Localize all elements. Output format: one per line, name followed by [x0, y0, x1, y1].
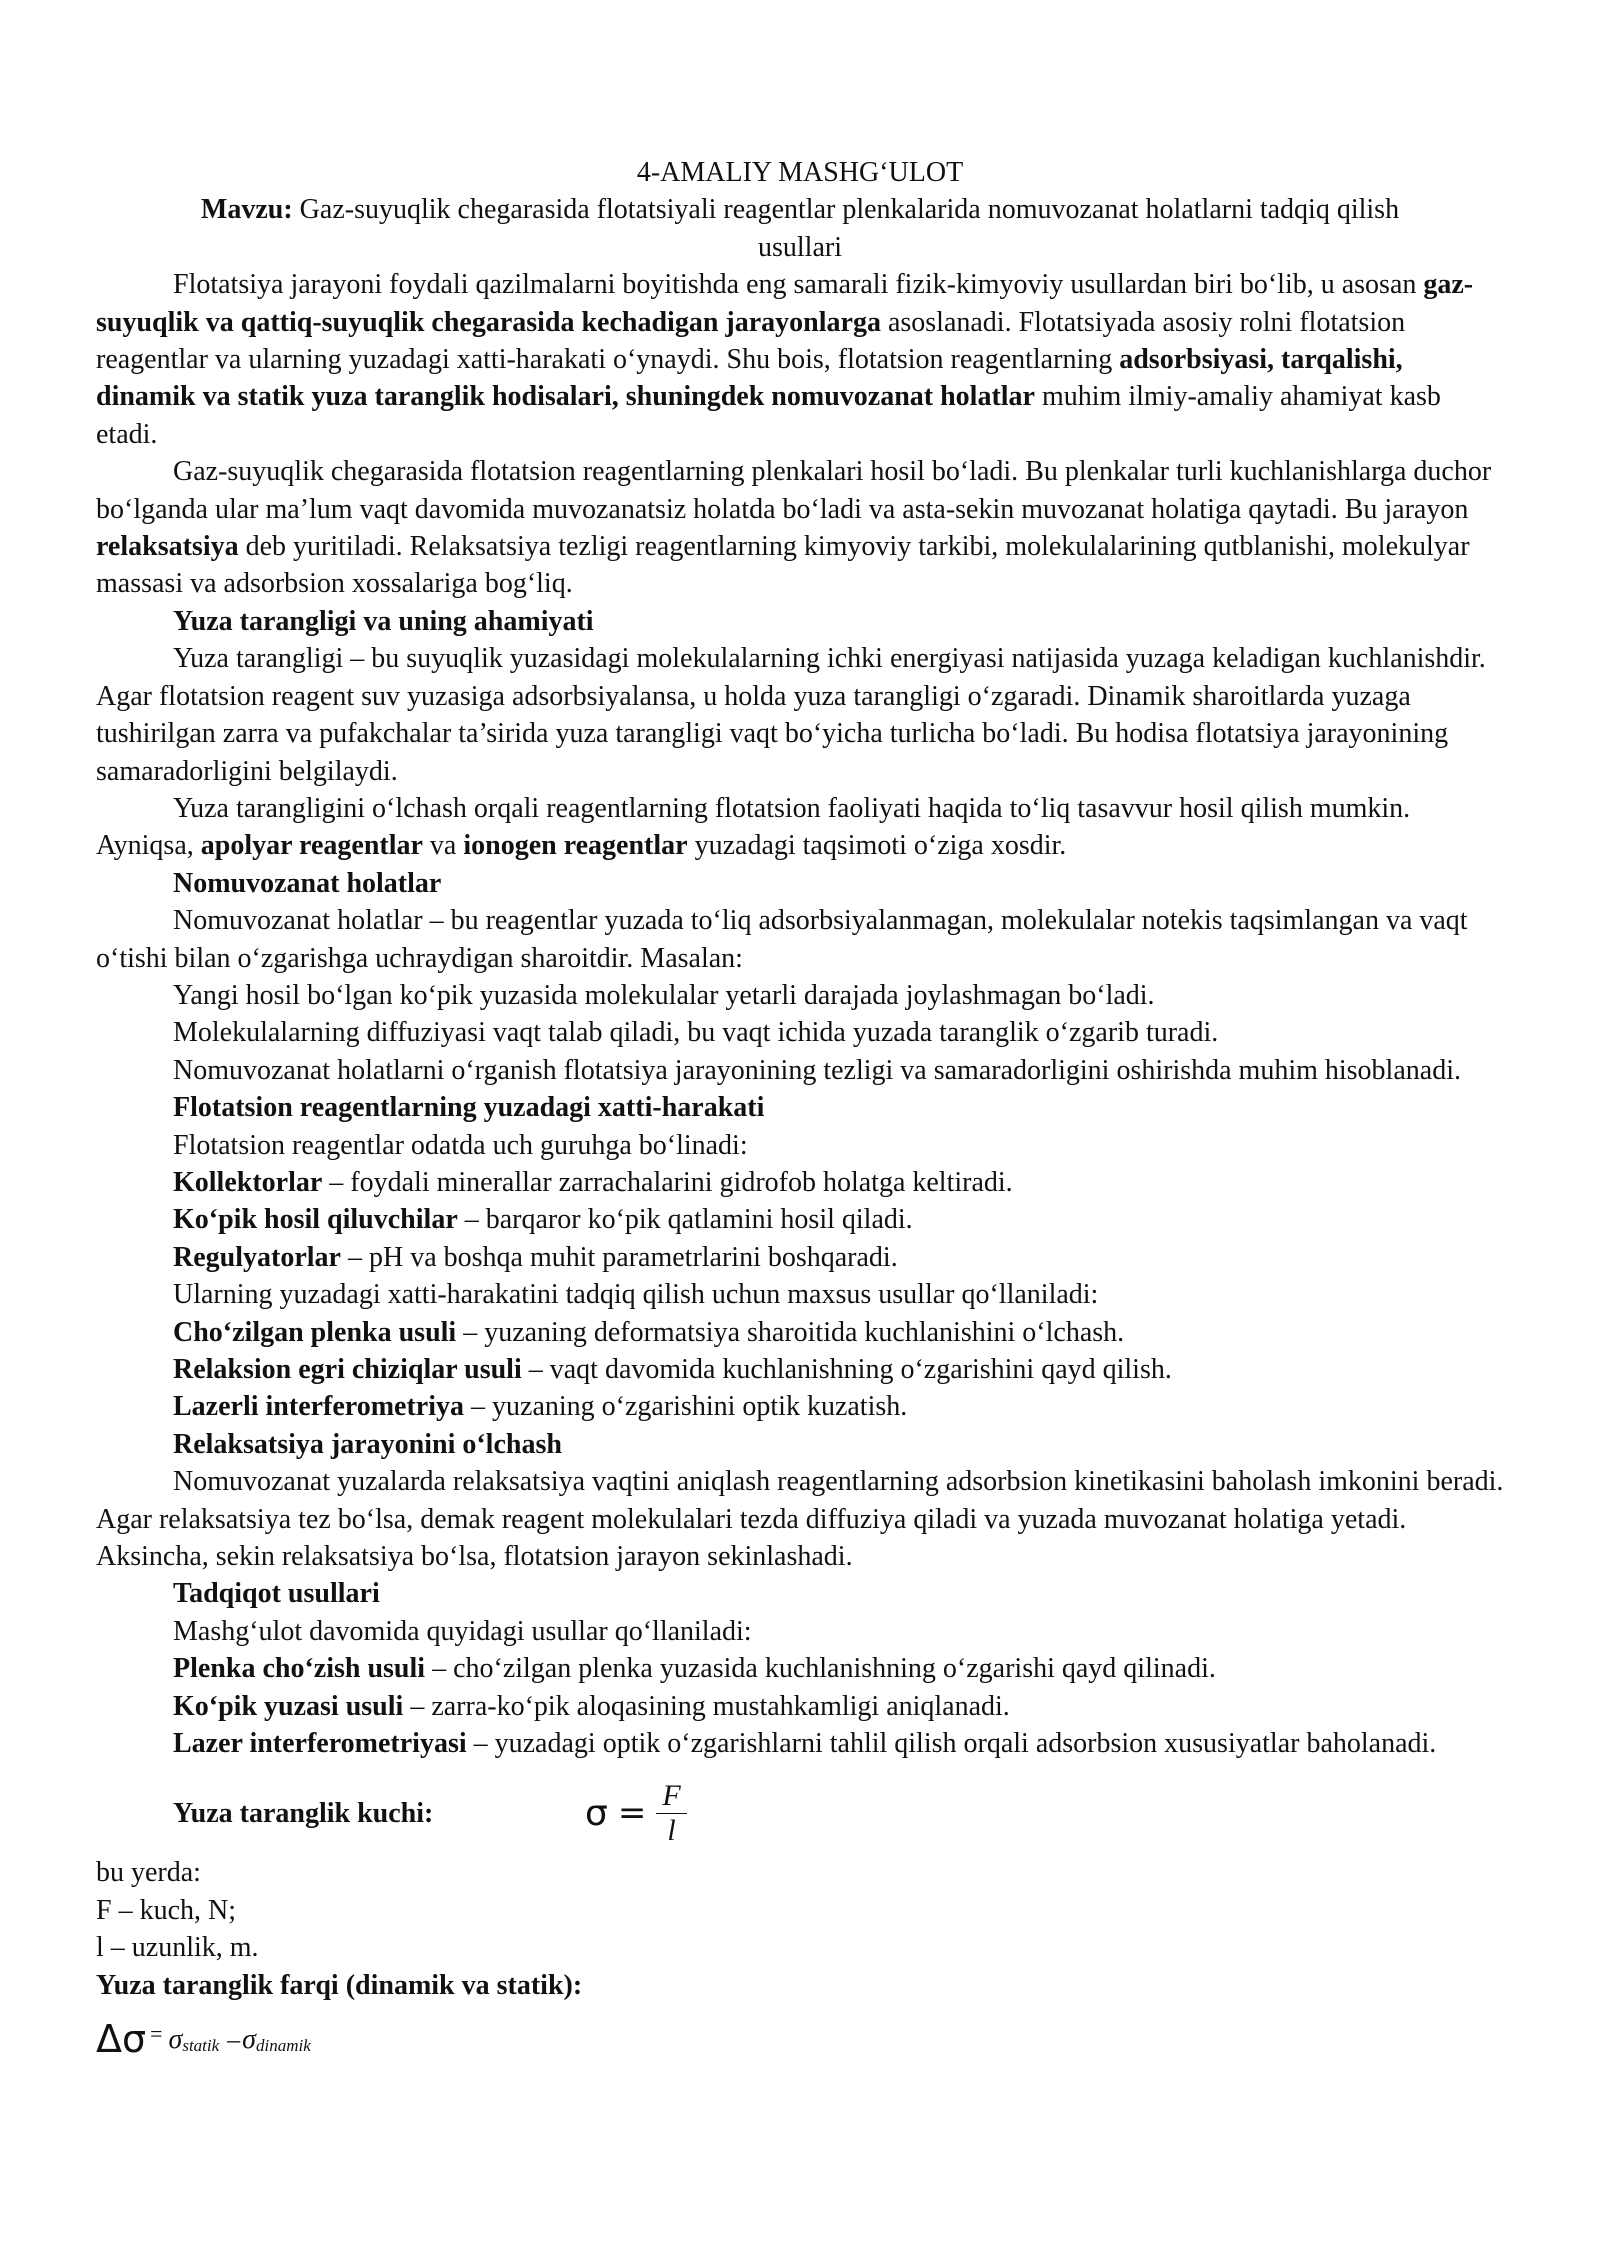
- heading-tension-difference: [96, 1967, 1504, 2004]
- heading-research-methods: [96, 1575, 1504, 1612]
- paragraph-measurement: [96, 790, 1504, 865]
- list-item: [96, 1351, 1504, 1388]
- text-run: asoslanadi. Flotatsiyada asosiy rolni flotatsion reagentlar va ularning yuzadagi xatti-harakati o‘ynaydi. Shu bois, flotatsion reagentlarning: [96, 306, 1406, 376]
- definition: – yuzadagi optik o‘zgarishlarni tahlil qilish orqali adsorbsion xususiyatlar baholanadi.: [466, 1728, 1437, 1760]
- heading-text: Tadqiqot usullari: [173, 1578, 380, 1610]
- paragraph-intro: [96, 266, 1504, 453]
- heading-text: Yuza tarangligi va uning ahamiyati: [173, 605, 594, 637]
- subject-line: [96, 191, 1504, 266]
- definition: – pH va boshqa muhit parametrlarini boshqaradi.: [340, 1241, 898, 1273]
- term: Ko‘pik yuzasi usuli: [173, 1690, 404, 1722]
- fraction-numerator: F: [656, 1779, 686, 1814]
- definition: – barqaror ko‘pik qatlamini hosil qiladi.: [457, 1204, 913, 1236]
- equals-sign: =: [150, 2020, 163, 2046]
- heading-text: Relaksatsiya jarayonini o‘lchash: [173, 1428, 562, 1460]
- sigma-symbol: σ: [585, 1792, 608, 1834]
- list-item: [96, 1388, 1504, 1425]
- where-label: bu yerda:: [96, 1857, 201, 1889]
- variable-definition: l – uzunlik, m.: [96, 1932, 259, 1964]
- sigma-symbol: σ: [168, 2023, 183, 2055]
- text-run: va: [422, 830, 464, 862]
- formula-label: Yuza taranglik kuchi:: [173, 1797, 434, 1829]
- term: Lazer interferometriyasi: [173, 1728, 467, 1760]
- definition: – yuzaning o‘zgarishini optik kuzatish.: [464, 1391, 908, 1423]
- page-title: 4-AMALIY MASHG‘ULOT: [636, 157, 964, 188]
- bold-run: ionogen reagentlar: [463, 830, 688, 862]
- fraction: [656, 1779, 686, 1848]
- list-item: [96, 1650, 1504, 1687]
- heading-text: Yuza taranglik farqi (dinamik va statik):: [96, 1969, 583, 2001]
- subject-label: Mavzu:: [200, 194, 293, 226]
- term: Kollektorlar: [173, 1166, 323, 1198]
- delta-sigma-symbol: Δσ: [96, 2016, 147, 2061]
- paragraph-groups-intro: Flotatsion reagentlar odatda uch guruhga bo‘linadi:: [173, 1129, 748, 1161]
- text-run: Yuza tarangligini o‘lchash orqali reagentlarning flotatsion faoliyati haqida to‘liq tasavvur hosil qilish mumkin. Ayniqsa,: [96, 792, 1411, 862]
- paragraph-surface-tension: Yuza tarangligi – bu suyuqlik yuzasidagi molekulalarning ichki energiyasi natijasida yuzaga keladigan kuchlanishdir. Agar flotatsion reagent suv yuzasiga adsorbsiyalansa, u holda yuza tarangligi o‘zgaradi. Dinamik sharoitlarda yuzaga tushirilgan zarra va pufakchalar ta’sirida yuza tarangligi vaqt bo‘yicha turlicha bo‘ladi. Bu hodisa flotatsiya jarayonining samaradorligini belgilaydi.: [96, 643, 1486, 787]
- equals-sign: =: [617, 1792, 647, 1833]
- term: Ko‘pik hosil qiluvchilar: [173, 1204, 458, 1236]
- heading-surface-tension: [96, 603, 1504, 640]
- text-run: deb yuritiladi. Relaksatsiya tezligi reagentlarning kimyoviy tarkibi, molekulalarining qutblanishi, molekulyar massasi va adsorbsion xossalariga bog‘liq.: [96, 531, 1470, 600]
- paragraph-example-1: Yangi hosil bo‘lgan ko‘pik yuzasida molekulalar yetarli darajada joylashmagan bo‘ladi.: [173, 979, 1155, 1011]
- list-item: [96, 1314, 1504, 1351]
- list-item: [96, 1201, 1504, 1238]
- subject-text: Gaz-suyuqlik chegarasida flotatsiyali reagentlar plenkalarida nomuvozanat holatlarni tadqiq qilish usullari: [292, 194, 1400, 263]
- paragraph-research-intro: Mashg‘ulot davomida quyidagi usullar qo‘llaniladi:: [173, 1615, 752, 1647]
- paragraph-nonequilibrium: Nomuvozanat holatlar – bu reagentlar yuzada to‘liq adsorbsiyalanmagan, molekulalar notekis taqsimlangan va vaqt o‘tishi bilan o‘zgarishga uchraydigan sharoitdir. Masalan:: [96, 905, 1468, 974]
- definition: – foydali minerallar zarrachalarini gidrofob holatga keltiradi.: [322, 1166, 1013, 1198]
- term: Regulyatorlar: [173, 1241, 341, 1273]
- heading-relaxation-measurement: [96, 1426, 1504, 1463]
- fraction-denominator: l: [667, 1813, 676, 1847]
- bold-run: apolyar reagentlar: [200, 830, 423, 862]
- heading-text: Nomuvozanat holatlar: [173, 867, 442, 899]
- minus-sign: –: [227, 2024, 241, 2054]
- definition: – zarra-ko‘pik aloqasining mustahkamligi aniqlanadi.: [403, 1690, 1010, 1722]
- term: Lazerli interferometriya: [173, 1391, 465, 1423]
- bold-run: relaksatsiya: [96, 531, 239, 563]
- paragraph-example-2: Molekulalarning diffuziyasi vaqt talab qiladi, bu vaqt ichida yuzada taranglik o‘zgarib turadi.: [173, 1017, 1219, 1049]
- subscript-static: statik: [182, 2035, 220, 2055]
- paragraph-example-3: Nomuvozanat holatlarni o‘rganish flotatsiya jarayonining tezligi va samaradorligini oshirishda muhim hisoblanadi.: [173, 1054, 1461, 1086]
- term: Plenka cho‘zish usuli: [173, 1653, 426, 1685]
- term: Relaksion egri chiziqlar usuli: [173, 1354, 522, 1385]
- definition: – yuzaning deformatsiya sharoitida kuchlanishini o‘lchash.: [456, 1316, 1125, 1348]
- heading-text: Flotatsion reagentlarning yuzadagi xatti-harakati: [173, 1092, 765, 1124]
- paragraph-relaxation: [96, 453, 1504, 603]
- tension-difference-formula: [96, 2004, 1504, 2061]
- definition: – vaqt davomida kuchlanishning o‘zgarishini qayd qilish.: [521, 1354, 1172, 1385]
- bold-run: adsorbsiyasi, tarqalishi, dinamik va statik yuza taranglik hodisalari, shuningdek nomuvozanat holatlar: [96, 344, 1403, 413]
- variable-definition: F – kuch, N;: [96, 1894, 236, 1926]
- text-run: muhim ilmiy-amaliy ahamiyat kasb etadi.: [96, 381, 1441, 450]
- heading-nonequilibrium: [96, 865, 1504, 902]
- text-run: Flotatsiya jarayoni foydali qazilmalarni boyitishda eng samarali fizik-kimyoviy usullardan biri bo‘lib, u asosan: [173, 269, 1424, 301]
- text-run: Gaz-suyuqlik chegarasida flotatsion reagentlarning plenkalari hosil bo‘ladi. Bu plenkalar turli kuchlanishlarga duchor bo‘lganda ular ma’lum vaqt davomida muvozanatsiz holatda bo‘ladi va asta-sekin muvozanat holatiga qaytadi. Bu jarayon: [96, 456, 1492, 525]
- list-item: [96, 1688, 1504, 1725]
- paragraph-methods-intro: Ularning yuzadagi xatti-harakatini tadqiq qilish uchun maxsus usullar qo‘llaniladi:: [173, 1279, 1099, 1311]
- term: Cho‘zilgan plenka usuli: [173, 1316, 457, 1348]
- heading-reagent-behavior: [96, 1089, 1504, 1126]
- definition: – cho‘zilgan plenka yuzasida kuchlanishning o‘zgarishi qayd qilinadi.: [425, 1653, 1216, 1685]
- list-item: [96, 1725, 1504, 1762]
- list-item: [96, 1239, 1504, 1276]
- surface-tension-formula: [96, 1772, 1504, 1854]
- sigma-symbol: σ: [242, 2023, 256, 2055]
- paragraph-relaxation-measurement: Nomuvozanat yuzalarda relaksatsiya vaqtini aniqlash reagentlarning adsorbsion kinetikasini baholash imkonini beradi. Agar relaksatsiya tez bo‘lsa, demak reagent molekulalari tezda diffuziya qiladi va yuzada muvozanat holatiga yetadi. Aksincha, sekin relaksatsiya bo‘lsa, flotatsion jarayon sekinlashadi.: [96, 1466, 1504, 1573]
- bold-run: gaz-suyuqlik va qattiq-suyuqlik chegarasida kechadigan jarayonlarga: [96, 269, 1474, 338]
- text-run: yuzadagi taqsimoti o‘ziga xosdir.: [687, 830, 1067, 862]
- subscript-dynamic: dinamik: [255, 2035, 311, 2055]
- list-item: [96, 1164, 1504, 1201]
